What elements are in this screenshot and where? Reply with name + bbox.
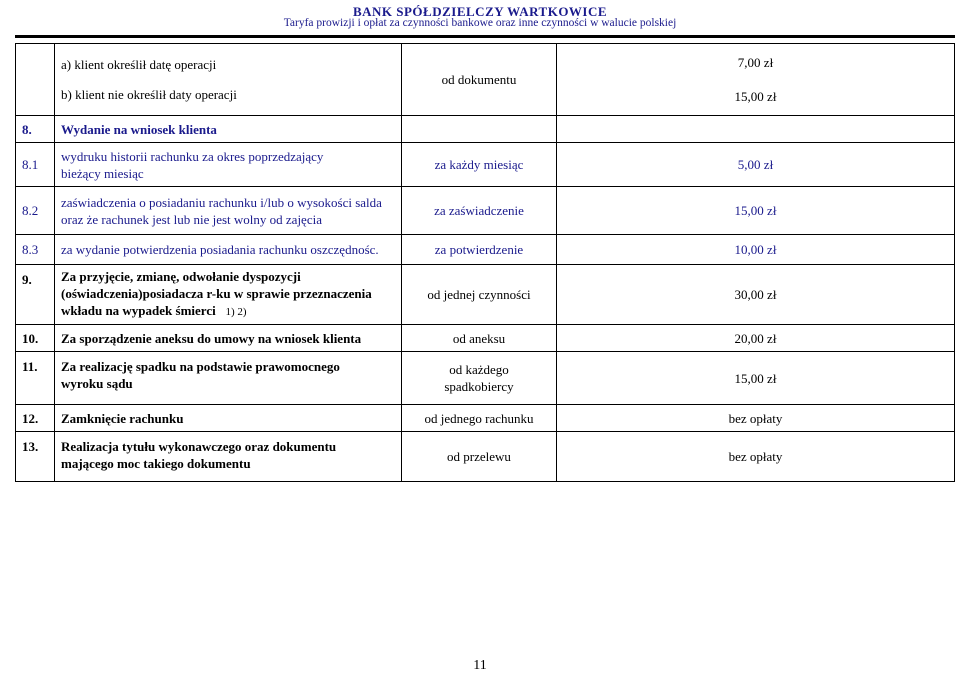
fee-table bbox=[15, 43, 955, 482]
desc-line: bieżący miesiąc bbox=[61, 165, 144, 181]
row-unit: od aneksu bbox=[402, 325, 557, 352]
row-unit: od jednej czynności bbox=[402, 265, 557, 325]
row-unit: od przelewu bbox=[402, 432, 557, 482]
desc-line: (oświadczenia)posiadacza r-ku w sprawie przeznaczenia bbox=[61, 286, 372, 301]
unit-line: od każdego bbox=[449, 362, 509, 377]
table-row bbox=[16, 405, 955, 432]
row-description bbox=[55, 44, 402, 116]
desc-line: wydruku historii rachunku za okres poprzedzający bbox=[61, 148, 324, 164]
row-number: 13. bbox=[16, 432, 55, 482]
bank-name: BANK SPÓŁDZIELCZY WARTKOWICE bbox=[352, 4, 608, 19]
unit-line: spadkobiercy bbox=[444, 379, 514, 394]
desc-line: zaświadczenia o posiadaniu rachunku i/lub o wysokości salda bbox=[61, 194, 382, 210]
row-number: 11. bbox=[16, 352, 55, 405]
row-description bbox=[55, 432, 402, 482]
row-unit: za zaświadczenie bbox=[402, 187, 557, 235]
row-unit: od jednego rachunku bbox=[402, 405, 557, 432]
table-row bbox=[16, 352, 955, 405]
page-number: 11 bbox=[473, 658, 487, 673]
desc-line: wyroku sądu bbox=[61, 376, 133, 391]
row-fee: bez opłaty bbox=[557, 405, 955, 432]
row-fee bbox=[557, 116, 955, 143]
desc-line: mającego moc takiego dokumentu bbox=[61, 456, 251, 471]
row-fee: 10,00 zł bbox=[557, 235, 955, 265]
option-b: b) klient nie określił daty operacji bbox=[61, 87, 237, 102]
desc-text: wkładu na wypadek śmierci bbox=[61, 303, 216, 318]
option-a: a) klient określił datę operacji bbox=[61, 57, 217, 72]
row-fee: 15,00 zł bbox=[557, 352, 955, 405]
row-fee: 20,00 zł bbox=[557, 325, 955, 352]
row-description: za wydanie potwierdzenia posiadania rachunku oszczędnośc. bbox=[55, 235, 402, 265]
footnote-ref: 1) 2) bbox=[225, 306, 247, 318]
table-row bbox=[16, 44, 955, 116]
row-unit bbox=[402, 352, 557, 405]
row-number: 8.1 bbox=[16, 143, 55, 187]
row-number bbox=[16, 44, 55, 116]
row-description: Za sporządzenie aneksu do umowy na wniosek klienta bbox=[55, 325, 402, 352]
row-unit: za każdy miesiąc bbox=[402, 143, 557, 187]
table-row bbox=[16, 265, 955, 325]
row-fee bbox=[557, 44, 955, 116]
row-description bbox=[55, 143, 402, 187]
table-row bbox=[16, 432, 955, 482]
row-fee: 15,00 zł bbox=[557, 187, 955, 235]
table-row bbox=[16, 325, 955, 352]
row-description: Zamknięcie rachunku bbox=[55, 405, 402, 432]
row-unit: za potwierdzenie bbox=[402, 235, 557, 265]
row-description: Wydanie na wniosek klienta bbox=[55, 116, 402, 143]
desc-line: Za przyjęcie, zmianę, odwołanie dyspozycji bbox=[61, 269, 301, 284]
row-description bbox=[55, 352, 402, 405]
row-unit bbox=[402, 116, 557, 143]
row-number: 9. bbox=[16, 265, 55, 325]
desc-line: oraz że rachunek jest lub nie jest wolny od zajęcia bbox=[61, 211, 322, 227]
desc-line bbox=[61, 302, 401, 321]
row-number: 8.2 bbox=[16, 187, 55, 235]
row-fee: bez opłaty bbox=[557, 432, 955, 482]
table-row bbox=[16, 143, 955, 187]
row-number: 10. bbox=[16, 325, 55, 352]
desc-line: Za realizację spadku na podstawie prawomocnego bbox=[61, 359, 340, 374]
row-description bbox=[55, 265, 402, 325]
fee-b: 15,00 zł bbox=[734, 89, 777, 104]
document-subtitle: Taryfa prowizji i opłat za czynności bankowe oraz inne czynności w walucie polskiej bbox=[283, 17, 677, 29]
table-row bbox=[16, 187, 955, 235]
table-row bbox=[16, 116, 955, 143]
desc-line: Realizacja tytułu wykonawczego oraz dokumentu bbox=[61, 439, 337, 454]
row-unit: od dokumentu bbox=[402, 44, 557, 116]
table-row bbox=[16, 235, 955, 265]
row-fee: 30,00 zł bbox=[557, 265, 955, 325]
header-rule-thin bbox=[15, 37, 955, 38]
row-description bbox=[55, 187, 402, 235]
row-number: 8.3 bbox=[16, 235, 55, 265]
row-number: 12. bbox=[16, 405, 55, 432]
row-number: 8. bbox=[16, 116, 55, 143]
row-fee: 5,00 zł bbox=[557, 143, 955, 187]
fee-a: 7,00 zł bbox=[737, 55, 774, 70]
